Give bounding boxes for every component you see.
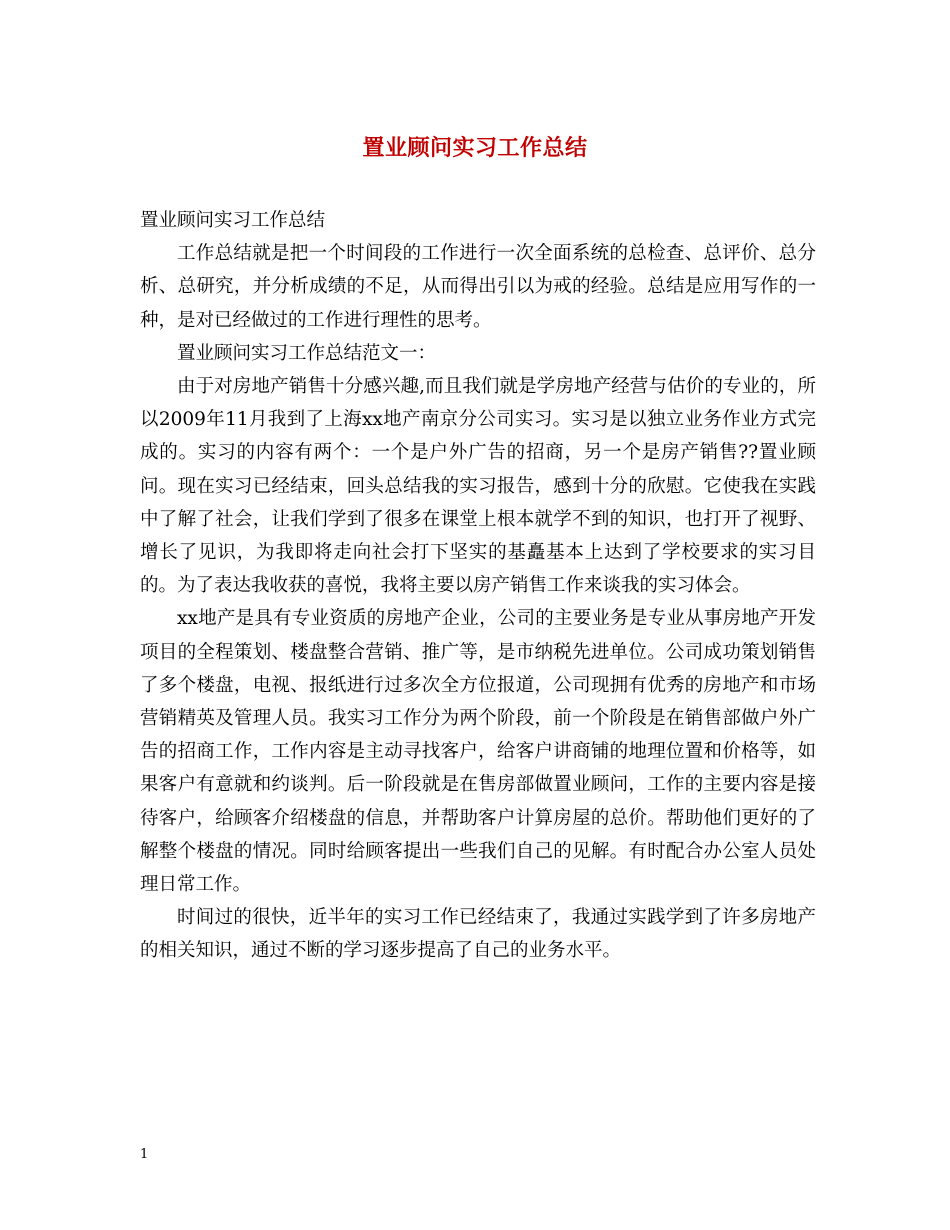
document-heading: 置业顾问实习工作总结 (140, 210, 326, 231)
paragraph-internship-background: 由于对房地产销售十分感兴趣,而且我们就是学房地产经营与估价的专业的，所以2009年11月我到了上海xx地产南京分公司实习。实习是以独立业务作业方式完成的。实习的内容有两个：一个是户外广告的招商，另一个是房产销售??置业顾问。现在实习已经结束，回头总结我的实习报告，感到十分的欣慰。它使我在实践中了解了社会，让我们学到了很多在课堂上根本就学不到的知识，也打开了视野、增长了见识，为我即将走向社会打下坚实的基矗基本上达到了学校要求的实习目的。为了表达我收获的喜悦，我将主要以房产销售工作来谈我的实习体会。 (140, 376, 816, 597)
paragraph-company-and-work: xx地产是具有专业资质的房地产企业，公司的主要业务是专业从事房地产开发项目的全程策划、楼盘整合营销、推广等，是市纳税先进单位。公司成功策划销售了多个楼盘，电视、报纸进行过多次全方位报道，公司现拥有优秀的房地产和市场营销精英及管理人员。我实习工作分为两个阶段，前一个阶段是在销售部做户外广告的招商工作，工作内容是主动寻找客户，给客户讲商铺的地理位置和价格等，如果客户有意就和约谈判。后一阶段就是在售房部做置业顾问，工作的主要内容是接待客户，给顾客介绍楼盘的信息，并帮助客户计算房屋的总价。帮助他们更好的了解整个楼盘的情况。同时给顾客提出一些我们自己的见解。有时配合办公室人员处理日常工作。 (140, 608, 816, 896)
paragraph-reflection: 时间过的很快，近半年的实习工作已经结束了，我通过实践学到了许多房地产的相关知识，通过不断的学习逐步提高了自己的业务水平。 (140, 907, 816, 962)
paragraph-sample-heading: 置业顾问实习工作总结范文一： (177, 342, 437, 364)
document-title: 置业顾问实习工作总结 (362, 135, 588, 161)
page-number: 1 (140, 1147, 149, 1162)
document-body (140, 204, 816, 968)
paragraph-intro: 工作总结就是把一个时间段的工作进行一次全面系统的总检查、总评价、总分析、总研究，并分析成绩的不足，从而得出引以为戒的经验。总结是应用写作的一种，是对已经做过的工作进行理性的思考。 (140, 243, 816, 331)
